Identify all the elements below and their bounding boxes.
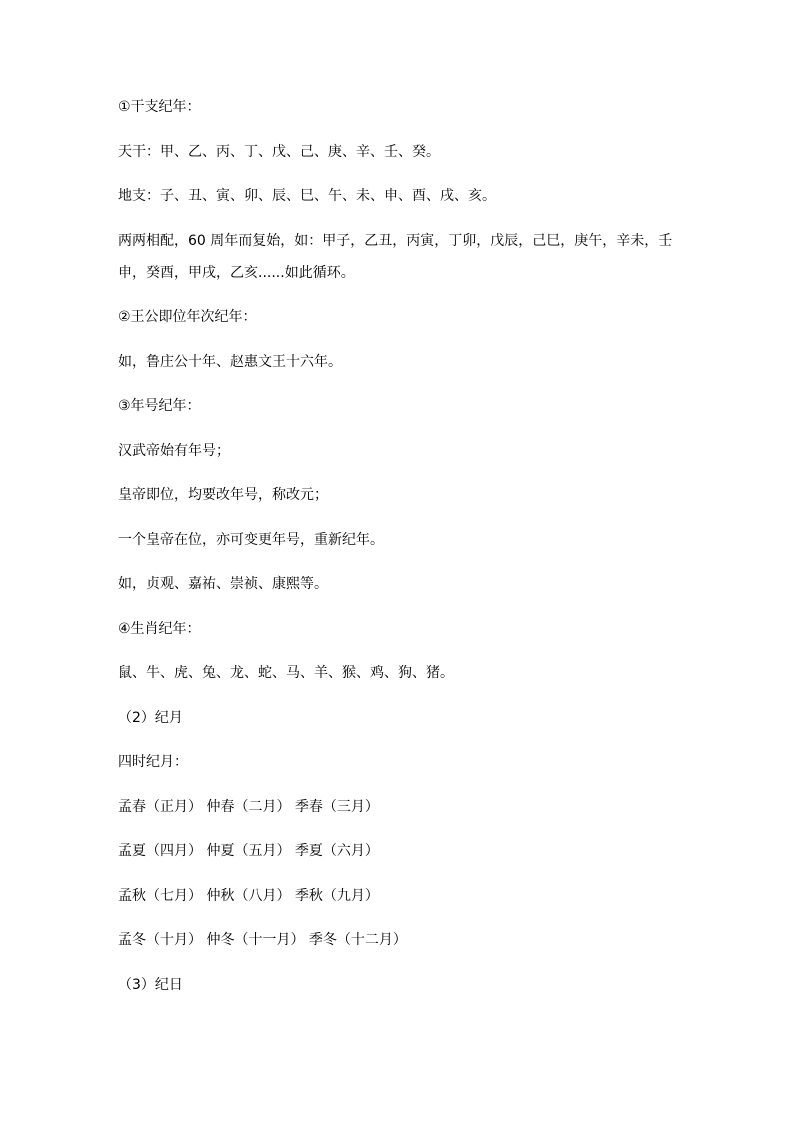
heading-zodiac-year: ④生肖纪年：	[118, 620, 201, 637]
four-seasons-heading: 四时纪月：	[118, 754, 188, 770]
heading-era-name: ③年号纪年：	[118, 398, 201, 414]
heading-ganzhi-year: ①干支纪年：	[118, 99, 201, 115]
heading-day: （3）纪日	[118, 976, 183, 993]
dizhi-list: 地支：子、丑、寅、卯、辰、巳、午、未、申、酉、戌、亥。	[118, 188, 496, 204]
era-name-rename: 一个皇帝在位，亦可变更年号，重新纪年。	[118, 531, 384, 548]
autumn-months: 孟秋（七月） 仲秋（八月） 季秋（九月）	[118, 887, 379, 904]
summer-months: 孟夏（四月） 仲夏（五月） 季夏（六月）	[118, 843, 379, 859]
reign-year-example: 如，鲁庄公十年、赵惠文王十六年。	[118, 353, 342, 370]
spring-months: 孟春（正月） 仲春（二月） 季春（三月）	[118, 798, 379, 815]
heading-reign-year: ②王公即位年次纪年：	[118, 309, 257, 325]
tiangan-list: 天干：甲、乙、丙、丁、戊、己、庚、辛、壬、癸。	[118, 143, 440, 160]
heading-month: （2）纪月	[118, 709, 183, 726]
ganzhi-pairing-paragraph: 两两相配，60 周年而复始，如：甲子，乙丑，丙寅，丁卯，戊辰，己巳，庚午，辛未，壬申，癸酉，甲戌，乙亥......如此循环。	[118, 232, 673, 281]
zodiac-list: 鼠、牛、虎、兔、龙、蛇、马、羊、猴、鸡、狗、猪。	[118, 665, 454, 681]
era-name-change: 皇帝即位，均要改年号，称改元；	[118, 487, 328, 503]
document-page	[118, 97, 678, 995]
era-name-examples: 如，贞观、嘉祐、崇祯、康熙等。	[118, 576, 328, 592]
era-name-origin: 汉武帝始有年号；	[118, 442, 230, 459]
winter-months: 孟冬（十月） 仲冬（十一月） 季冬（十二月）	[118, 932, 407, 948]
